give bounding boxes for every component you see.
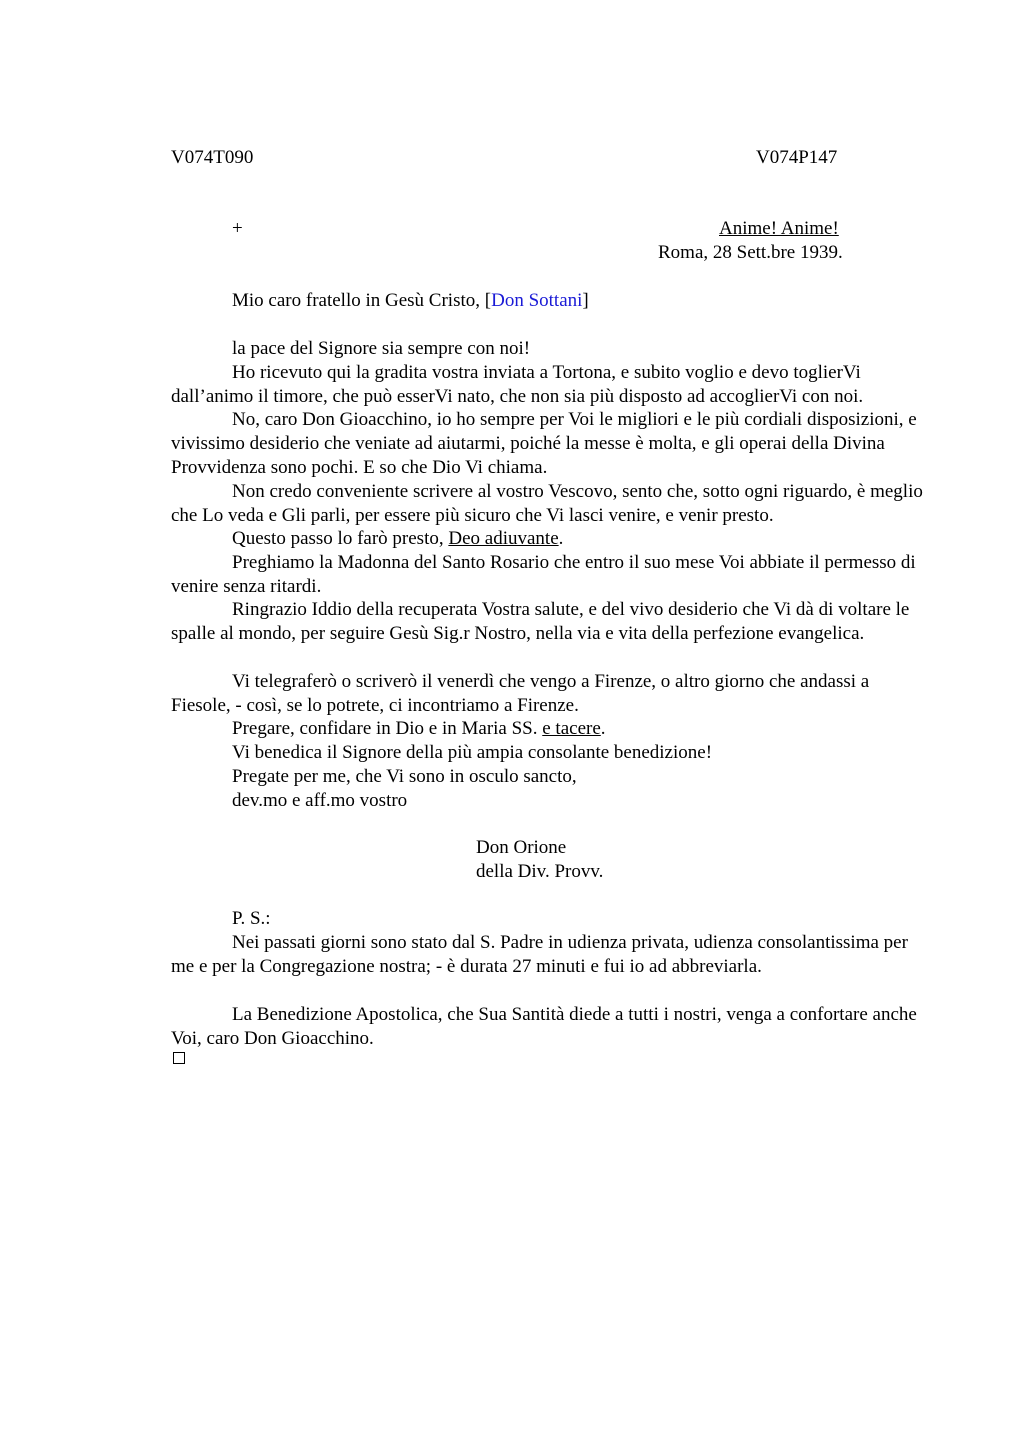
motto: Anime! Anime!	[719, 218, 839, 239]
body-paragraph-8	[232, 717, 606, 741]
closing-line: dev.mo e aff.mo vostro	[232, 790, 408, 811]
body-paragraph-7: Vi telegraferò o scriverò il venerdì che vengo a Firenze, o altro giorno che andassi a Fiesole, - così, se lo potrete, ci incontriamo a Firenze.	[171, 671, 870, 716]
signature-title: della Div. Provv.	[476, 861, 604, 882]
cross-symbol: +	[232, 218, 243, 239]
place-date: Roma, 28 Sett.bre 1939.	[658, 242, 843, 263]
body-paragraph-6: Ringrazio Iddio della recuperata Vostra salute, e del vivo desiderio che Vi dà di voltare le spalle al mondo, per seguire Gesù Sig.r Nostro, nella via e vita della perfezione evangelica.	[171, 599, 910, 644]
body-paragraph-10: Pregate per me, che Vi sono in osculo sancto,	[232, 766, 577, 787]
body-paragraph-3: Non credo conveniente scrivere al vostro Vescovo, sento che, sotto ogni riguardo, è meglio che Lo veda e Gli parli, per essere più sicuro che Vi lasci venire, e venir presto.	[171, 481, 923, 526]
document-code-left: V074T090	[171, 147, 254, 168]
postscript-paragraph-1: Nei passati giorni sono stato dal S. Padre in udienza privata, udienza consolantissima per me e per la Congregazione nostra; - è durata 27 minuti e fui io ad abbreviarla.	[171, 932, 908, 977]
end-marker-square	[173, 1052, 185, 1064]
body-paragraph-8-text: Pregare, confidare in Dio e in Maria SS.	[232, 718, 543, 739]
body-paragraph-1: Ho ricevuto qui la gradita vostra inviata a Tortona, e subito voglio e devo toglierVi dall’animo il timore, che può esserVi nato, che non sia più disposto ad accoglierVi con noi.	[171, 362, 864, 407]
greeting-line: la pace del Signore sia sempre con noi!	[232, 338, 531, 359]
e-tacere: e tacere	[542, 718, 601, 739]
signature-name: Don Orione	[476, 837, 567, 858]
recipient-link[interactable]: Don Sottani	[491, 290, 583, 311]
body-paragraph-2: No, caro Don Gioacchino, io ho sempre per Voi le migliori e le più cordiali disposizioni, e vivissimo desiderio che veniate ad aiutarmi, poiché la messe è molta, e gli operai della Divina Provvidenza sono pochi. E so che Dio Vi chiama.	[171, 409, 917, 478]
salutation-text: Mio caro fratello in Gesù Cristo, [	[232, 290, 492, 311]
body-paragraph-9: Vi benedica il Signore della più ampia consolante benedizione!	[232, 742, 713, 763]
body-paragraph-5: Preghiamo la Madonna del Santo Rosario che entro il suo mese Voi abbiate il permesso di venire senza ritardi.	[171, 552, 916, 597]
body-paragraph-8-end: .	[600, 718, 606, 739]
body-paragraph-4	[232, 527, 563, 551]
document-code-right: V074P147	[756, 147, 838, 168]
postscript-label: P. S.:	[232, 908, 271, 929]
body-paragraph-4-end: .	[558, 528, 564, 549]
body-paragraph-4-text: Questo passo lo farò presto,	[232, 528, 449, 549]
deo-adiuvante: Deo adiuvante	[448, 528, 559, 549]
postscript-paragraph-2: La Benedizione Apostolica, che Sua Santità diede a tutti i nostri, venga a confortare anche Voi, caro Don Gioacchino.	[171, 1004, 917, 1049]
salutation	[232, 289, 589, 313]
salutation-close: ]	[582, 290, 589, 311]
